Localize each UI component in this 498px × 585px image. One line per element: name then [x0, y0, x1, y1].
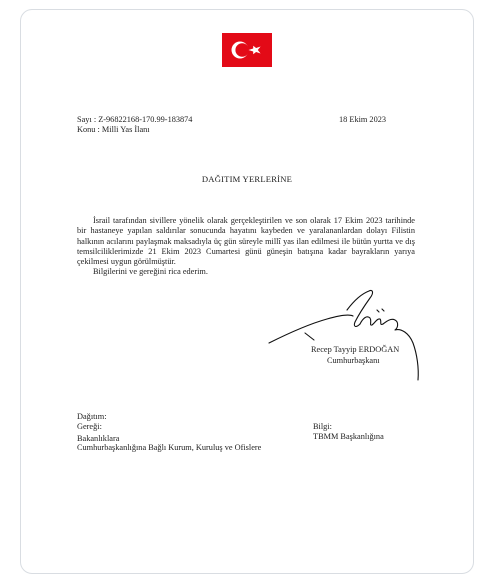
- distribution-label: Dağıtım:: [77, 412, 107, 421]
- document-body: [77, 216, 415, 278]
- distribution-action-item: Bakanlıklara: [77, 434, 120, 443]
- document-subject: Konu : Milli Yas İlanı: [77, 125, 150, 134]
- handwritten-signature: [267, 288, 427, 388]
- document-date: 18 Ekim 2023: [339, 115, 387, 124]
- body-paragraph-2: Bilgilerini ve gereğini rica ederim.: [93, 267, 208, 277]
- turkish-flag-icon: [222, 33, 272, 67]
- distribution-info-label: Bilgi:: [313, 422, 332, 431]
- document-card: [20, 9, 474, 574]
- body-paragraph-1: İsrail tarafından sivillere yönelik olarak gerçekleştirilen ve son olarak 17 Ekim 2023 tarihinde bir hastaneye yapılan saldırılar sonucunda hayatını kaybeden ve yaralananlardan dolayı Filistin halkının acılarını paylaşmak maksadıyla üç gün süreyle millî yas ilan edilmesi ile bütün yurtta ve dış temsilciliklerimizde 21 Ekim 2023 Cumartesi günü güneşin batışına kadar bayrakların yarıya çekilmesi uygun görülmüştür.: [77, 216, 415, 267]
- distribution-info-item: TBMM Başkanlığına: [313, 432, 384, 441]
- signer-name: Recep Tayyip ERDOĞAN: [311, 345, 400, 354]
- document-number: Sayı : Z-96822168-170.99-183874: [77, 115, 193, 124]
- distribution-action-item: Cumhurbaşkanlığına Bağlı Kurum, Kuruluş ve Ofislere: [77, 443, 262, 452]
- document-heading: DAĞITIM YERLERİNE: [201, 174, 293, 184]
- distribution-action-label: Gereği:: [77, 422, 102, 431]
- signer-title: Cumhurbaşkanı: [327, 356, 380, 365]
